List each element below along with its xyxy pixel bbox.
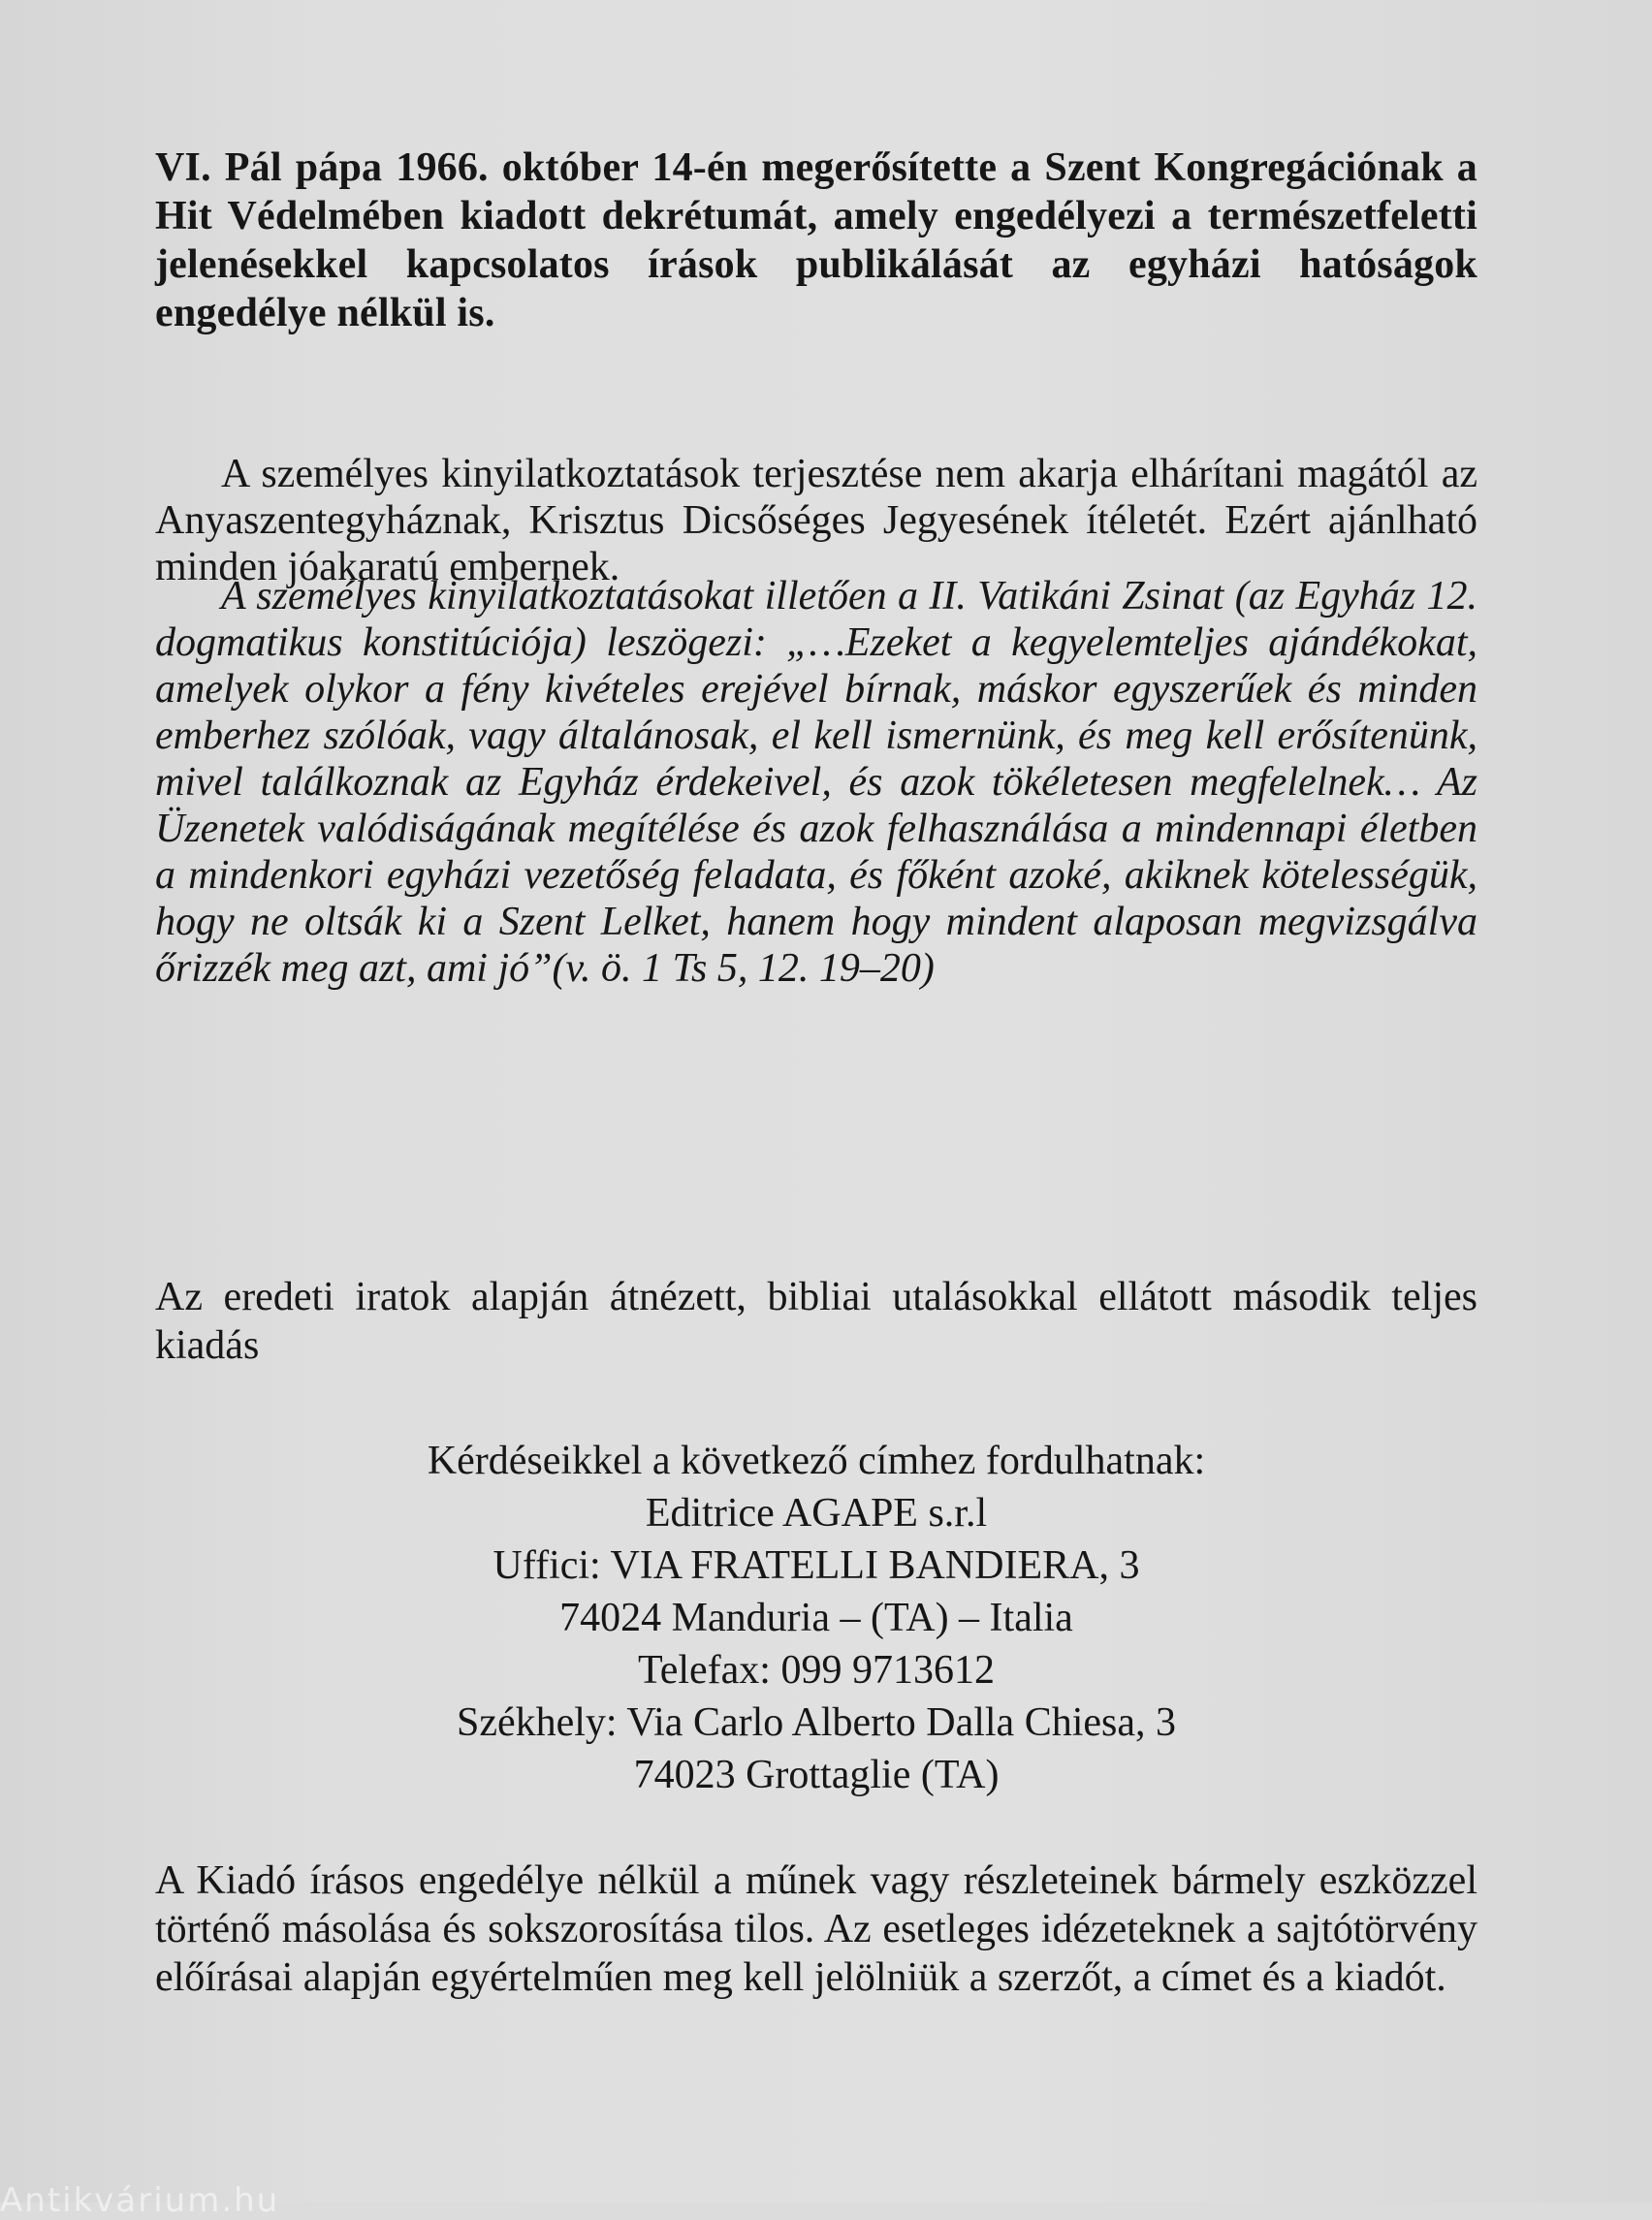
address-intro: Kérdéseikkel a következő címhez fordulhatnak:: [427, 1439, 1206, 1483]
copyright-notice: [155, 1856, 1477, 2002]
council-quote-paragraph: [155, 573, 1477, 992]
office-city: 74024 Manduria – (TA) – Italia: [559, 1596, 1073, 1640]
council-quote-text: A személyes kinyilatkoztatásokat illetően a II. Vatikáni Zsinat (az Egyház 12. dogmatikus konstitúciója) leszögezi: „…Ezeket a kegyelemteljes ajándékokat, amelyek olykor a fény kivételes erejével bírnak, máskor egyszerűek és minden emberhez szólóak, vagy általánosak, el kell ismernünk, és meg kell erősítenünk, mivel találkoznak az Egyház érdekeivel, és azok tökéletesen megfelelnek… Az Üzenetek valódiságának megítélése és azok felhasználása a mindennapi életben a mindenkori egyházi vezetőség feladata, és főként azoké, akiknek kötelességük, hogy ne oltsák ki a Szent Lelket, hanem hogy mindent alaposan megvizsgálva őrizzék meg azt, ami jó”(v. ö. 1 Ts 5, 12. 19–20): [155, 574, 1477, 991]
watermark: Antikvárium.hu: [0, 2181, 280, 2220]
decree-text: VI. Pál pápa 1966. október 14-én megerősítette a Szent Kongregációnak a Hit Védelmében kiadott dekrétumát, amely engedélyezi a természetfeletti jelenésekkel kapcsolatos írások publikálását az egyházi hatóságok engedélye nélkül is.: [155, 145, 1477, 335]
personal-revelations-text: A személyes kinyilatkoztatások terjesztése nem akarja elhárítani magától az Anyaszentegyháznak, Krisztus Dicsőséges Jegyesének ítéletét. Ezért ajánlható minden jóakaratú embernek.: [155, 452, 1477, 589]
office-address: Uffici: VIA FRATELLI BANDIERA, 3: [492, 1543, 1140, 1588]
edition-note: [155, 1273, 1477, 1370]
edition-text: Az eredeti iratok alapján átnézett, bibliai utalásokkal ellátott második teljes kiadás: [155, 1275, 1477, 1368]
seat-city: 74023 Grottaglie (TA): [633, 1753, 1000, 1797]
publisher-address: [155, 1435, 1477, 1801]
seat-address: Székhely: Via Carlo Alberto Dalla Chiesa, 3: [456, 1700, 1177, 1745]
publisher-name: Editrice AGAPE s.r.l: [645, 1491, 988, 1536]
telefax: Telefax: 099 9713612: [638, 1648, 995, 1693]
copyright-text: A Kiadó írásos engedélye nélkül a műnek vagy részleteinek bármely eszközzel történő másolása és sokszorosítása tilos. Az esetleges idézeteknek a sajtótörvény előírásai alapján egyértelműen meg kell jelölniük a szerzőt, a címet és a kiadót.: [155, 1858, 1477, 2000]
decree-paragraph: [155, 143, 1477, 337]
